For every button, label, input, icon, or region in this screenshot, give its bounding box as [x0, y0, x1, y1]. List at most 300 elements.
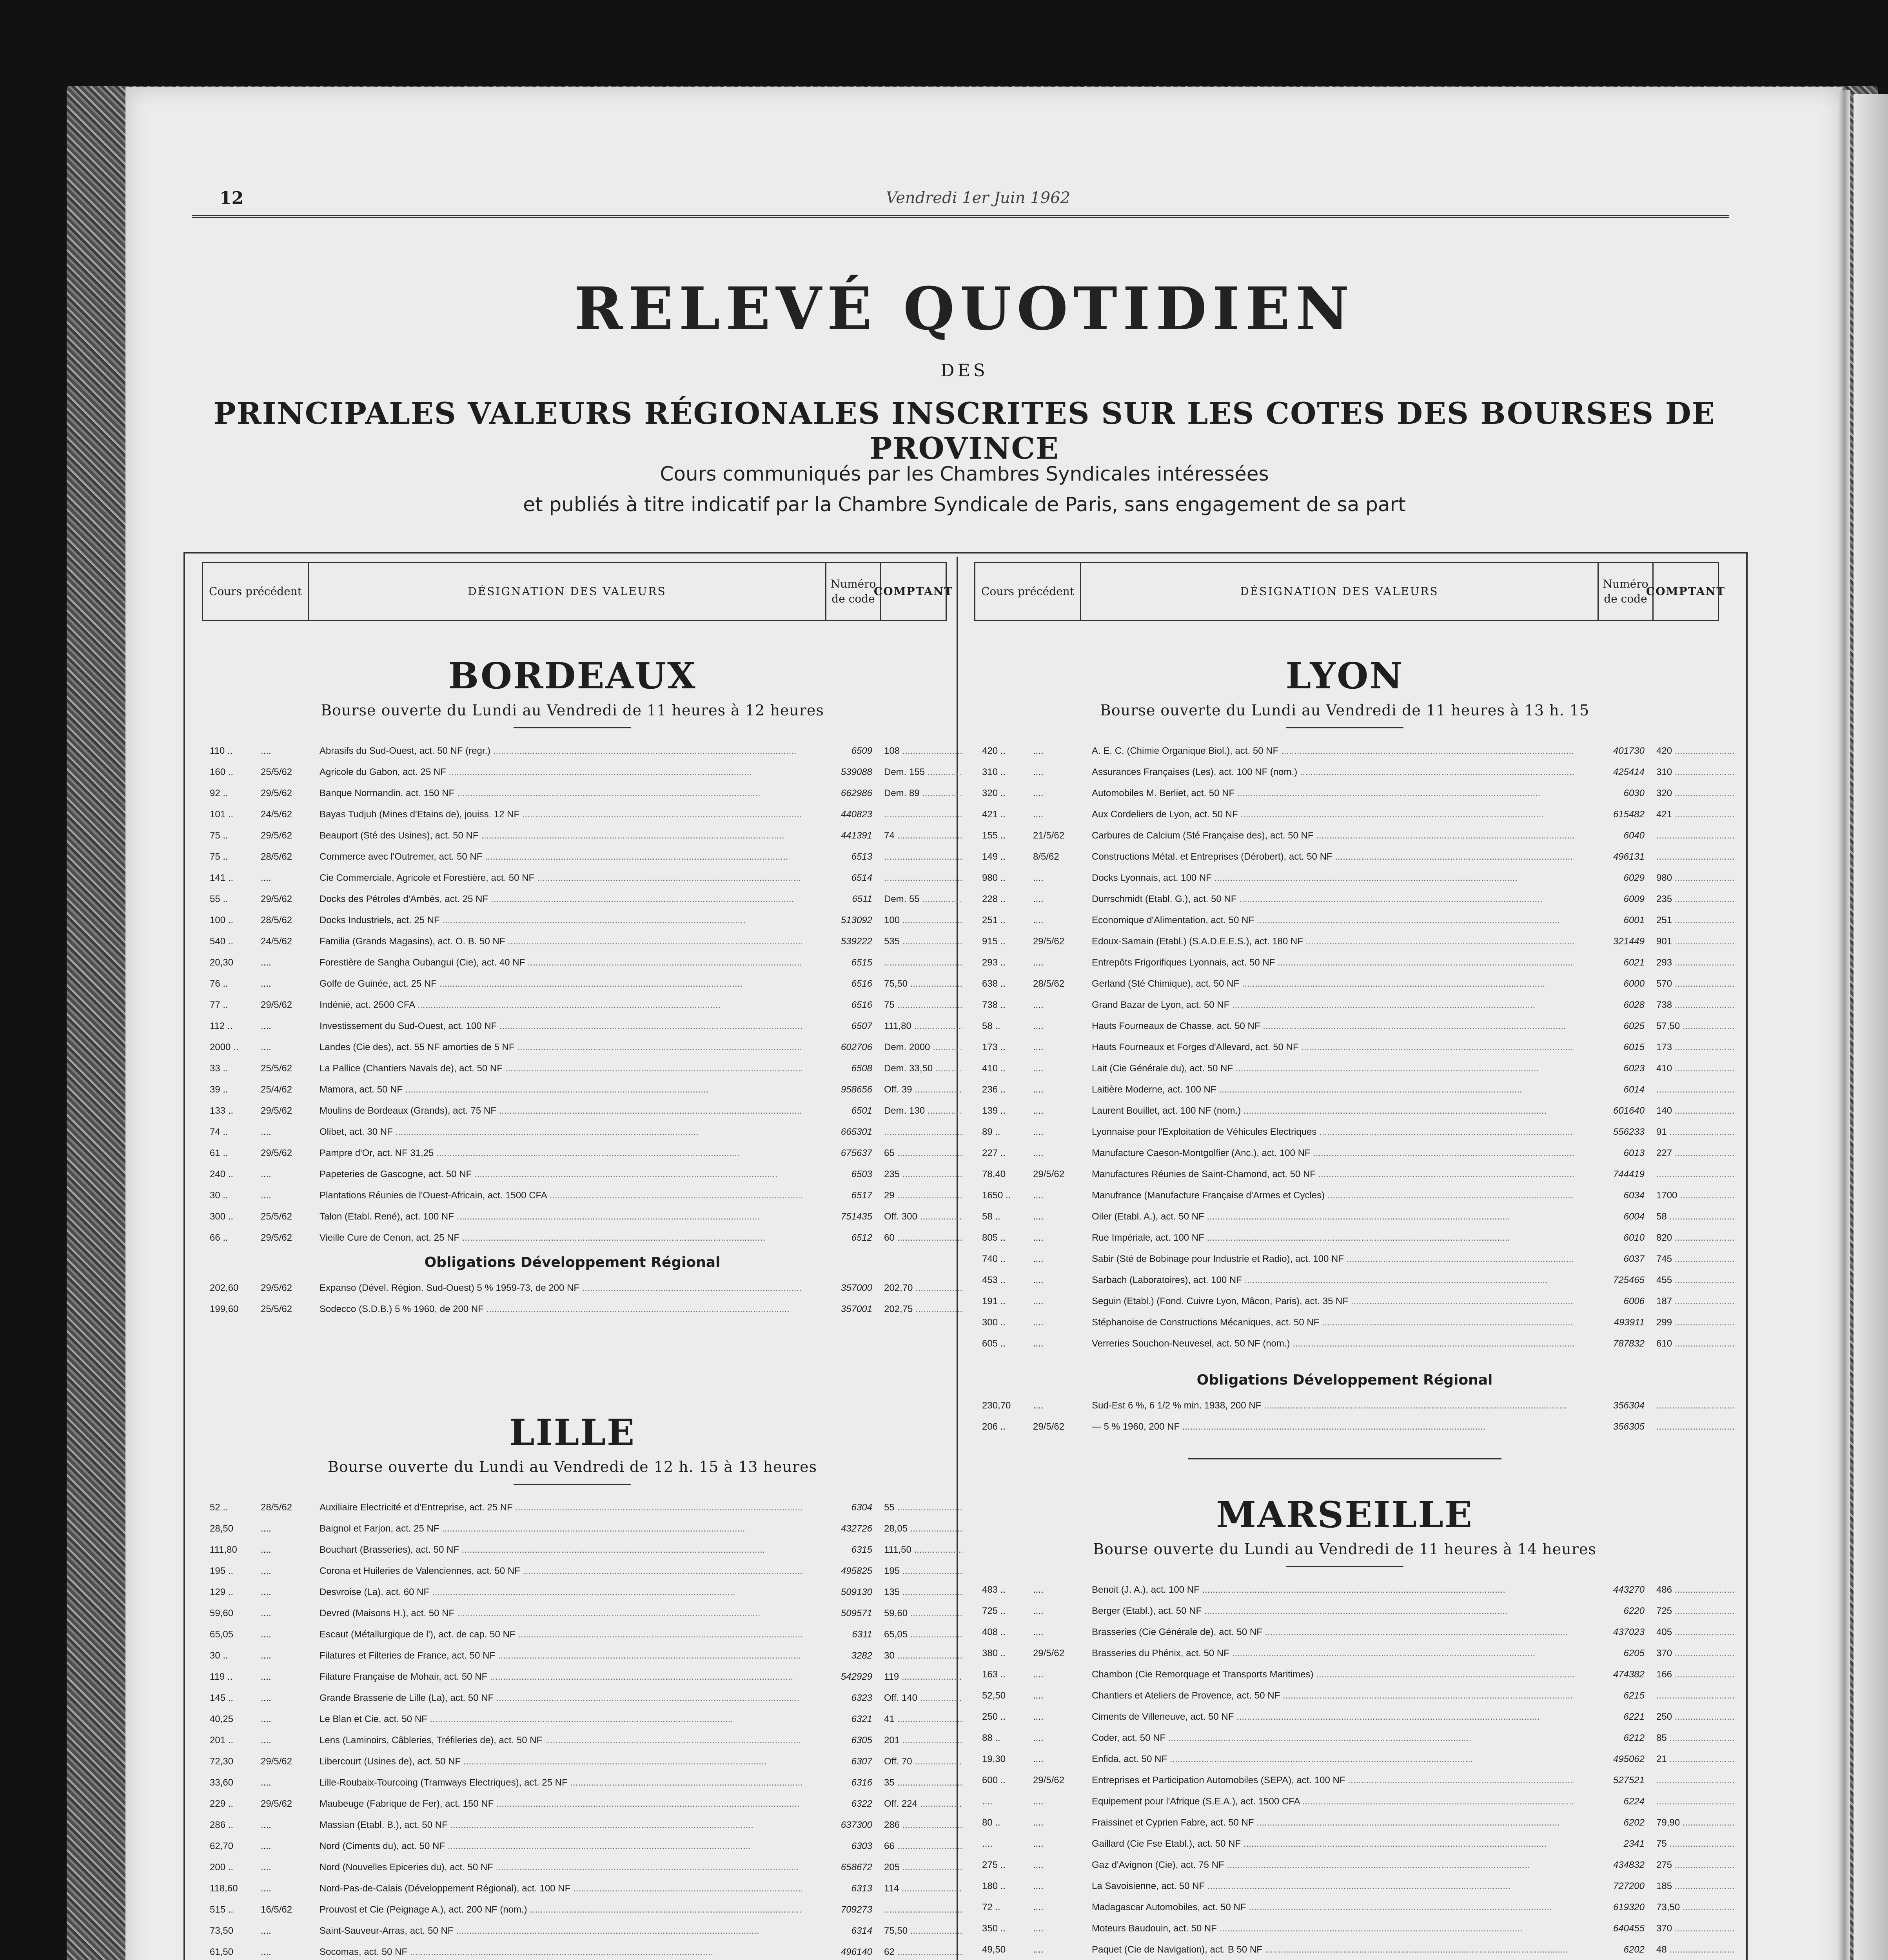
- cell-comptant: Off. 224 .....: [884, 1798, 962, 1809]
- cell-date: ....: [1033, 1275, 1044, 1285]
- table-row: [974, 1580, 1719, 1601]
- cell-date: 24/5/62: [261, 809, 292, 820]
- cell-date: ....: [261, 1735, 271, 1746]
- cell-cours-precedent: 2000 ..: [210, 1042, 239, 1053]
- oblig-title: Obligations Développement Régional: [424, 1254, 721, 1270]
- cell-comptant: 48 .....: [1656, 1944, 1735, 1955]
- cell-cours-precedent: 20,30: [210, 957, 234, 968]
- cell-designation: Desvroise (La), act. 60 NF .....: [320, 1587, 802, 1598]
- cell-comptant: 405 .....: [1656, 1627, 1735, 1638]
- cell-date: ....: [1033, 1338, 1044, 1349]
- cell-designation: Investissement du Sud-Ouest, act. 100 NF .....: [320, 1021, 802, 1032]
- cell-comptant: 57,50 .....: [1656, 1021, 1735, 1032]
- table-row: [974, 1601, 1719, 1622]
- cell-cours-precedent: 310 ..: [982, 767, 1006, 777]
- table-row: [202, 762, 947, 783]
- cell-designation: Expanso (Dével. Région. Sud-Ouest) 5 % 1959-73, de 200 NF .....: [320, 1283, 802, 1294]
- cell-code: 425414: [1613, 767, 1645, 777]
- cell-cours-precedent: 300 ..: [982, 1317, 1006, 1328]
- cell-comptant: Dem. 55 .....: [884, 894, 962, 905]
- cell-cours-precedent: 61 ..: [210, 1148, 228, 1158]
- cell-code: 6508: [851, 1063, 872, 1074]
- cell-designation: Abrasifs du Sud-Ouest, act. 50 NF (regr.) .....: [320, 746, 802, 757]
- table-header: [974, 562, 1726, 621]
- table-row: [202, 1540, 947, 1561]
- cell-code: 434832: [1613, 1860, 1645, 1870]
- cell-date: ....: [1033, 1148, 1044, 1158]
- table-row: [202, 1900, 947, 1921]
- oblig-list: [974, 1396, 1719, 1438]
- cell-code: 6215: [1623, 1690, 1645, 1701]
- cell-code: 6221: [1623, 1711, 1645, 1722]
- cell-comptant: 235 .....: [884, 1169, 962, 1180]
- cell-code: 441391: [841, 830, 872, 841]
- table-row: [974, 1270, 1719, 1291]
- cell-date: ....: [1033, 1796, 1044, 1807]
- table-row: [202, 1143, 947, 1164]
- cell-comptant: 111,50 .....: [884, 1544, 962, 1555]
- cell-designation: Golfe de Guinée, act. 25 NF .....: [320, 978, 802, 989]
- cell-code: 6010: [1623, 1232, 1645, 1243]
- table-row: [202, 1836, 947, 1857]
- cell-code: 6513: [851, 851, 872, 862]
- cell-cours-precedent: 201 ..: [210, 1735, 234, 1746]
- cell-designation: Hauts Fourneaux et Forges d'Allevard, act. 50 NF .....: [1092, 1042, 1574, 1053]
- cell-comptant: 455 .....: [1656, 1275, 1735, 1286]
- cell-cours-precedent: 28,50: [210, 1523, 234, 1534]
- cell-code: 509130: [841, 1587, 872, 1597]
- header-cours-precedent: Cours précédent: [203, 563, 309, 620]
- cell-date: ....: [261, 1714, 271, 1724]
- table-row: [974, 1080, 1719, 1101]
- table-row: [974, 1122, 1719, 1143]
- cell-designation: Gaillard (Cie Fse Etabl.), act. 50 NF .....: [1092, 1838, 1574, 1849]
- table-row: [974, 1016, 1719, 1037]
- table-row: [974, 868, 1719, 889]
- cell-code: 640455: [1613, 1923, 1645, 1934]
- table-row: [974, 1334, 1719, 1355]
- cell-code: 6307: [851, 1756, 872, 1767]
- cell-comptant: 65,05 .....: [884, 1629, 962, 1640]
- cell-code: 356305: [1613, 1421, 1645, 1432]
- cell-code: 725465: [1613, 1275, 1645, 1285]
- cell-date: 29/5/62: [1033, 936, 1065, 947]
- cell-cours-precedent: 61,50: [210, 1947, 234, 1957]
- cell-comptant: 820 .....: [1656, 1232, 1735, 1243]
- table-row: [974, 1791, 1719, 1813]
- cell-code: 495825: [841, 1566, 872, 1576]
- city-hours: Bourse ouverte du Lundi au Vendredi de 11 heures à 12 heures: [321, 702, 824, 719]
- cell-cours-precedent: 605 ..: [982, 1338, 1006, 1349]
- city-rule: [514, 1484, 631, 1485]
- cell-date: ....: [1033, 1190, 1044, 1201]
- cell-code: 6514: [851, 873, 872, 883]
- cell-cours-precedent: 483 ..: [982, 1584, 1006, 1595]
- cell-designation: Enfida, act. 50 NF .....: [1092, 1754, 1574, 1765]
- cell-cours-precedent: 75 ..: [210, 851, 228, 862]
- cell-designation: Filature Française de Mohair, act. 50 NF .....: [320, 1671, 802, 1682]
- rows-list: [974, 1580, 1719, 1960]
- cell-date: 25/5/62: [261, 1211, 292, 1222]
- table-row: [202, 804, 947, 826]
- cell-code: 6224: [1623, 1796, 1645, 1807]
- cell-cours-precedent: 40,25: [210, 1714, 234, 1724]
- table-row: [202, 1228, 947, 1249]
- cell-comptant: 610 .....: [1656, 1338, 1735, 1349]
- cell-code: 513092: [841, 915, 872, 926]
- cell-date: ....: [1033, 894, 1044, 904]
- cell-cours-precedent: 380 ..: [982, 1648, 1006, 1659]
- table-row: [202, 1646, 947, 1667]
- cell-cours-precedent: 230,70: [982, 1400, 1011, 1411]
- cell-designation: Libercourt (Usines de), act. 50 NF .....: [320, 1756, 802, 1767]
- cell-code: 2341: [1623, 1838, 1645, 1849]
- cell-comptant: 108 .....: [884, 746, 962, 757]
- table-row: [974, 1143, 1719, 1164]
- cell-comptant: Off. 39 .....: [884, 1084, 962, 1095]
- cell-cours-precedent: 73,50: [210, 1926, 234, 1936]
- cell-cours-precedent: 191 ..: [982, 1296, 1006, 1307]
- cell-code: 619320: [1613, 1902, 1645, 1913]
- cell-designation: Indénié, act. 2500 CFA .....: [320, 1000, 802, 1011]
- table-row: [202, 995, 947, 1016]
- cell-code: 709273: [841, 1904, 872, 1915]
- cell-designation: Lille-Roubaix-Tourcoing (Tramways Electriques), act. 25 NF .....: [320, 1777, 802, 1788]
- cell-comptant: 28,05 .....: [884, 1523, 962, 1534]
- cell-designation: Docks Lyonnais, act. 100 NF .....: [1092, 873, 1574, 884]
- cell-designation: Sarbach (Laboratoires), act. 100 NF .....: [1092, 1275, 1574, 1286]
- cell-date: ....: [1033, 1690, 1044, 1701]
- cell-designation: La Savoisienne, act. 50 NF .....: [1092, 1881, 1574, 1892]
- cell-code: 662986: [841, 788, 872, 799]
- cell-cours-precedent: 80 ..: [982, 1817, 1000, 1828]
- cell-cours-precedent: 251 ..: [982, 915, 1006, 926]
- cell-code: 357000: [841, 1283, 872, 1293]
- table-row: [974, 995, 1719, 1016]
- table-row: [974, 1249, 1719, 1270]
- cell-date: 29/5/62: [1033, 1775, 1065, 1786]
- cell-comptant: [884, 809, 962, 820]
- table-row: [974, 1728, 1719, 1749]
- cell-cours-precedent: 227 ..: [982, 1148, 1006, 1158]
- cell-comptant: 66 .....: [884, 1841, 962, 1852]
- cell-cours-precedent: 420 ..: [982, 746, 1006, 756]
- cell-date: ....: [1033, 1881, 1044, 1891]
- cell-cours-precedent: 58 ..: [982, 1211, 1000, 1222]
- cell-cours-precedent: 350 ..: [982, 1923, 1006, 1934]
- cell-code: 496140: [841, 1947, 872, 1957]
- cell-designation: Corona et Huileries de Valenciennes, act. 50 NF .....: [320, 1566, 802, 1577]
- cell-cours-precedent: 638 ..: [982, 978, 1006, 989]
- cell-code: 601640: [1613, 1105, 1645, 1116]
- oblig-title: Obligations Développement Régional: [1196, 1372, 1493, 1388]
- cell-comptant: 119 .....: [884, 1671, 962, 1682]
- cell-comptant: 725 .....: [1656, 1606, 1735, 1617]
- cell-code: 6013: [1623, 1148, 1645, 1158]
- cell-designation: Devred (Maisons H.), act. 50 NF .....: [320, 1608, 802, 1619]
- cell-date: ....: [1033, 1838, 1044, 1849]
- cell-date: ....: [261, 1587, 271, 1597]
- cell-designation: A. E. C. (Chimie Organique Biol.), act. 50 NF .....: [1092, 746, 1574, 757]
- table-row: [202, 868, 947, 889]
- cell-code: 6202: [1623, 1944, 1645, 1955]
- cell-date: ....: [261, 1042, 271, 1053]
- cell-cours-precedent: 293 ..: [982, 957, 1006, 968]
- city-hours: Bourse ouverte du Lundi au Vendredi de 11 heures à 14 heures: [1093, 1541, 1596, 1558]
- table-row: [974, 1834, 1719, 1855]
- cell-cours-precedent: 139 ..: [982, 1105, 1006, 1116]
- cell-code: 6023: [1623, 1063, 1645, 1074]
- cell-comptant: 79,90 .....: [1656, 1817, 1735, 1828]
- cell-cours-precedent: 915 ..: [982, 936, 1006, 947]
- cell-designation: Ciments de Villeneuve, act. 50 NF .....: [1092, 1711, 1574, 1722]
- cell-date: 8/5/62: [1033, 851, 1059, 862]
- table-row: [202, 1688, 947, 1709]
- cell-date: 25/5/62: [261, 1304, 292, 1314]
- cell-code: 443270: [1613, 1584, 1645, 1595]
- cell-comptant: [1656, 1775, 1735, 1786]
- cell-date: 28/5/62: [261, 851, 292, 862]
- cell-cours-precedent: 55 ..: [210, 894, 228, 904]
- cell-cours-precedent: 229 ..: [210, 1798, 234, 1809]
- cell-code: 6507: [851, 1021, 872, 1031]
- cell-date: ....: [261, 1947, 271, 1957]
- cell-date: ....: [1033, 1923, 1044, 1934]
- cell-code: 539222: [841, 936, 872, 947]
- cell-date: 25/4/62: [261, 1084, 292, 1095]
- cell-designation: Madagascar Automobiles, act. 50 NF .....: [1092, 1902, 1574, 1913]
- cell-cours-precedent: 89 ..: [982, 1127, 1000, 1137]
- cell-comptant: 30 .....: [884, 1650, 962, 1661]
- cell-date: ....: [261, 1650, 271, 1661]
- cell-cours-precedent: 202,60: [210, 1283, 239, 1293]
- rows-list: [974, 741, 1719, 1355]
- city-rule: [1286, 727, 1403, 728]
- page-binding-edge: [1839, 90, 1850, 1960]
- cell-date: ....: [1033, 1584, 1044, 1595]
- table-row: [974, 783, 1719, 804]
- cell-date: ....: [261, 873, 271, 883]
- cell-comptant: 250 .....: [1656, 1711, 1735, 1722]
- cell-date: ....: [1033, 1211, 1044, 1222]
- table-row: [974, 974, 1719, 995]
- cell-date: 28/5/62: [1033, 978, 1065, 989]
- cell-comptant: 420 .....: [1656, 746, 1735, 757]
- table-row: [202, 1603, 947, 1624]
- cell-date: ....: [1033, 1084, 1044, 1095]
- table-row: [974, 1622, 1719, 1643]
- cell-code: 6501: [851, 1105, 872, 1116]
- page-header: [196, 188, 1733, 216]
- cell-date: ....: [1033, 1606, 1044, 1616]
- cell-date: ....: [261, 978, 271, 989]
- cell-designation: Paquet (Cie de Navigation), act. B 50 NF .....: [1092, 1944, 1574, 1955]
- cell-designation: Prouvost et Cie (Peignage A.), act. 200 NF (nom.) .....: [320, 1904, 802, 1915]
- cell-comptant: 73,50 .....: [1656, 1902, 1735, 1913]
- cell-cours-precedent: 75 ..: [210, 830, 228, 841]
- cell-cours-precedent: 160 ..: [210, 767, 234, 777]
- cell-designation: Nord (Nouvelles Epiceries du), act. 50 NF .....: [320, 1862, 802, 1873]
- cell-comptant: 570 .....: [1656, 978, 1735, 989]
- table-row: [202, 1624, 947, 1646]
- cell-date: 29/5/62: [261, 830, 292, 841]
- cell-cours-precedent: 286 ..: [210, 1820, 234, 1830]
- table-row: [202, 1101, 947, 1122]
- cell-code: 6028: [1623, 1000, 1645, 1010]
- table-row: [974, 1897, 1719, 1918]
- cell-designation: Gaz d'Avignon (Cie), act. 75 NF .....: [1092, 1860, 1574, 1871]
- cell-designation: Coder, act. 50 NF .....: [1092, 1733, 1574, 1744]
- cell-comptant: 75,50 .....: [884, 1926, 962, 1936]
- cell-comptant: 185 .....: [1656, 1881, 1735, 1892]
- header-code: Numéro de code: [1599, 563, 1654, 620]
- cell-cours-precedent: 320 ..: [982, 788, 1006, 799]
- cell-cours-precedent: 59,60: [210, 1608, 234, 1619]
- cell-designation: Grand Bazar de Lyon, act. 50 NF .....: [1092, 1000, 1574, 1011]
- cell-designation: Hauts Fourneaux de Chasse, act. 50 NF .....: [1092, 1021, 1574, 1032]
- cell-comptant: [1656, 1796, 1735, 1807]
- cell-cours-precedent: 52,50: [982, 1690, 1006, 1701]
- cell-comptant: 202,75 .....: [884, 1304, 962, 1315]
- table-row: [974, 910, 1719, 931]
- cell-date: ....: [1033, 915, 1044, 926]
- cell-cours-precedent: 740 ..: [982, 1254, 1006, 1264]
- cell-comptant: Off. 300 .....: [884, 1211, 962, 1222]
- cell-designation: Papeteries de Gascogne, act. 50 NF .....: [320, 1169, 802, 1180]
- table-row: [974, 931, 1719, 953]
- cell-comptant: 140 .....: [1656, 1105, 1735, 1116]
- cell-code: 6001: [1623, 915, 1645, 926]
- cell-cours-precedent: 49,50: [982, 1944, 1006, 1955]
- cell-code: 495062: [1613, 1754, 1645, 1764]
- cell-date: 21/5/62: [1033, 830, 1065, 841]
- cell-comptant: 100 .....: [884, 915, 962, 926]
- cell-comptant: 202,70 .....: [884, 1283, 962, 1294]
- cell-designation: Automobiles M. Berliet, act. 50 NF .....: [1092, 788, 1574, 799]
- table-row: [202, 1122, 947, 1143]
- cell-code: 6516: [851, 978, 872, 989]
- cell-code: 542929: [841, 1671, 872, 1682]
- cell-date: 25/5/62: [261, 1063, 292, 1074]
- cell-cours-precedent: 77 ..: [210, 1000, 228, 1010]
- cell-code: 6021: [1623, 957, 1645, 968]
- cell-designation: Banque Normandin, act. 150 NF .....: [320, 788, 802, 799]
- city-hours: Bourse ouverte du Lundi au Vendredi de 11 heures à 13 h. 15: [1100, 702, 1590, 719]
- cell-date: ....: [261, 1021, 271, 1031]
- cell-comptant: 251 .....: [1656, 915, 1735, 926]
- cell-date: ....: [261, 1777, 271, 1788]
- city-title: LYON: [1285, 655, 1404, 697]
- cell-designation: Commerce avec l'Outremer, act. 50 NF .....: [320, 851, 802, 862]
- cell-designation: Escaut (Métallurgique de l'), act. de cap. 50 NF .....: [320, 1629, 802, 1640]
- cell-designation: La Pallice (Chantiers Navals de), act. 50 NF .....: [320, 1063, 802, 1074]
- cell-designation: Seguin (Etabl.) (Fond. Cuivre Lyon, Mâcon, Paris), act. 35 NF .....: [1092, 1296, 1574, 1307]
- cell-cours-precedent: 110 ..: [210, 746, 233, 756]
- cell-cours-precedent: 540 ..: [210, 936, 234, 947]
- cell-comptant: [884, 957, 962, 968]
- cell-comptant: 114 .....: [884, 1883, 962, 1894]
- cell-code: 6000: [1623, 978, 1645, 989]
- table-row: [202, 953, 947, 974]
- table-row: [974, 1813, 1719, 1834]
- cell-code: 658672: [841, 1862, 872, 1873]
- cell-cours-precedent: 74 ..: [210, 1127, 228, 1137]
- cell-designation: Forestière de Sangha Oubangui (Cie), act. 40 NF .....: [320, 957, 802, 968]
- cell-designation: Verreries Souchon-Neuvesel, act. 50 NF (nom.) .....: [1092, 1338, 1574, 1349]
- cell-comptant: 293 .....: [1656, 957, 1735, 968]
- table-row: [202, 1497, 947, 1519]
- cell-code: 6037: [1623, 1254, 1645, 1264]
- cell-designation: Laitière Moderne, act. 100 NF .....: [1092, 1084, 1574, 1095]
- header-designation: DÉSIGNATION DES VALEURS: [309, 563, 826, 620]
- cell-code: 6034: [1623, 1190, 1645, 1201]
- cell-code: 6311: [852, 1629, 872, 1640]
- table-row: [974, 1164, 1719, 1185]
- cell-code: 744419: [1613, 1169, 1645, 1180]
- cell-cours-precedent: 155 ..: [982, 830, 1006, 841]
- cell-date: ....: [1033, 1317, 1044, 1328]
- cell-date: 29/5/62: [261, 1148, 292, 1158]
- cell-date: 29/5/62: [261, 894, 292, 904]
- cell-designation: Rue Impériale, act. 100 NF .....: [1092, 1232, 1574, 1243]
- table-row: [974, 804, 1719, 826]
- cell-cours-precedent: 39 ..: [210, 1084, 228, 1095]
- cell-code: 665301: [841, 1127, 872, 1137]
- cell-code: 440823: [841, 809, 872, 820]
- table-row: [974, 1643, 1719, 1664]
- table-row: [202, 1942, 947, 1960]
- table-row: [202, 1080, 947, 1101]
- cell-comptant: 201 .....: [884, 1735, 962, 1746]
- cell-cours-precedent: 62,70: [210, 1841, 234, 1851]
- cell-comptant: 166 .....: [1656, 1669, 1735, 1680]
- cell-cours-precedent: 66 ..: [210, 1232, 228, 1243]
- cell-code: 6009: [1623, 894, 1645, 904]
- table-header: [202, 562, 953, 621]
- cell-cours-precedent: 76 ..: [210, 978, 228, 989]
- cell-date: ....: [1033, 809, 1044, 820]
- cell-cours-precedent: 199,60: [210, 1304, 239, 1314]
- table-row: [974, 1417, 1719, 1438]
- table-row: [202, 1751, 947, 1773]
- cell-cours-precedent: 738 ..: [982, 1000, 1006, 1010]
- page-title: RELEVÉ QUOTIDIEN: [574, 274, 1355, 343]
- cell-designation: Mamora, act. 50 NF .....: [320, 1084, 802, 1095]
- cell-code: 6004: [1623, 1211, 1645, 1222]
- table-row: [202, 1164, 947, 1185]
- cell-code: 357001: [841, 1304, 872, 1314]
- cell-code: 6029: [1623, 873, 1645, 883]
- table-row: [202, 1278, 947, 1299]
- table-row: [974, 1037, 1719, 1058]
- cell-designation: Chambon (Cie Remorquage et Transports Maritimes) .....: [1092, 1669, 1574, 1680]
- cell-designation: Constructions Métal. et Entreprises (Dérobert), act. 50 NF .....: [1092, 851, 1574, 862]
- header-cours-precedent: Cours précédent: [975, 563, 1081, 620]
- note-line-2: et publiés à titre indicatif par la Chambre Syndicale de Paris, sans engagement de sa part: [523, 493, 1406, 516]
- city-rule: [514, 727, 631, 728]
- cell-code: 493911: [1614, 1317, 1645, 1328]
- title-des: DES: [940, 361, 988, 381]
- cell-code: 527521: [1613, 1775, 1645, 1786]
- cell-cours-precedent: 19,30: [982, 1754, 1006, 1764]
- cell-cours-precedent: 145 ..: [210, 1693, 234, 1703]
- cell-comptant: [884, 1904, 962, 1915]
- cell-designation: Landes (Cie des), act. 55 NF amorties de 5 NF .....: [320, 1042, 802, 1053]
- cell-date: 29/5/62: [261, 1283, 292, 1293]
- page-number: 12: [220, 188, 244, 208]
- table-row: [974, 762, 1719, 783]
- cell-code: 675637: [841, 1148, 872, 1158]
